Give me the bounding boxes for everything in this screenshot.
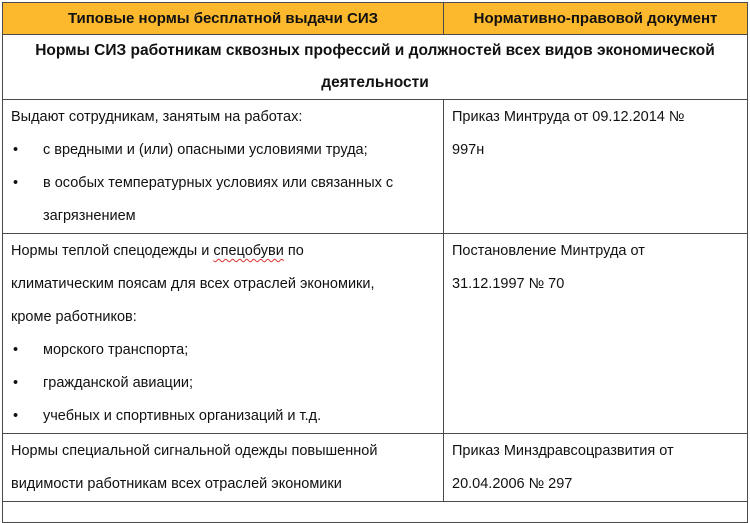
header-document: Нормативно-правовой документ [444,3,748,35]
section-title [3,35,748,100]
text-span: Нормы теплой спецодежды и [11,243,214,259]
bullet-icon: • [13,408,19,424]
document-line: Постановление Минтруда от [452,243,645,259]
document-line: Приказ Минтруда от 09.12.2014 № [452,109,685,125]
list-item-text: морского транспорта; [43,342,189,358]
bullet-icon: • [13,342,19,358]
list-item-continuation: загрязнением [43,208,136,224]
table-row [3,100,748,234]
section-title-line: деятельности [321,74,429,91]
bullet-icon: • [13,175,19,191]
section-title-line: Нормы СИЗ работникам сквозных профессий и должностей всех видов экономической [35,42,715,59]
bullet-icon: • [13,375,19,391]
list-item-text: учебных и спортивных организаций и т.д. [43,408,322,424]
list-item [11,367,435,400]
document-line: 20.04.2006 № 297 [452,476,573,492]
document-line: 997н [452,142,485,158]
norm-intro: климатическим поясам для всех отраслей экономики, [11,276,375,292]
norm-intro: Выдают сотрудникам, занятым на работах: [11,109,303,125]
document-cell [444,234,748,434]
header-norms: Типовые нормы бесплатной выдачи СИЗ [3,3,444,35]
section-title-row [3,35,748,100]
list-item-text: в особых температурных условиях или связанных с [43,175,394,191]
document-cell [444,100,748,234]
partial-cell [3,502,748,523]
list-item [11,334,435,367]
misspelled-word[interactable]: спецобуви [213,243,284,259]
bullet-icon: • [13,142,19,158]
norm-intro [11,235,435,268]
norm-intro: кроме работников: [11,309,137,325]
norm-cell [3,234,444,434]
document-line: 31.12.1997 № 70 [452,276,565,292]
list-item [11,167,435,200]
norm-cell [3,434,444,502]
siz-norms-table [2,2,748,523]
list-item [11,400,435,433]
list-item-text: с вредными и (или) опасными условиями труда; [43,142,368,158]
text-span: по [283,243,304,259]
norm-intro: Нормы специальной сигнальной одежды повышенной [11,443,378,459]
table-row [3,234,748,434]
norm-cell [3,100,444,234]
header-row [3,3,748,35]
list-item-text: гражданской авиации; [43,375,194,391]
list-item [11,134,435,167]
document-line: Приказ Минздравсоцразвития от [452,443,674,459]
document-cell [444,434,748,502]
table-row-partial [3,502,748,523]
norm-intro: видимости работникам всех отраслей экономики [11,476,342,492]
table-row [3,434,748,502]
